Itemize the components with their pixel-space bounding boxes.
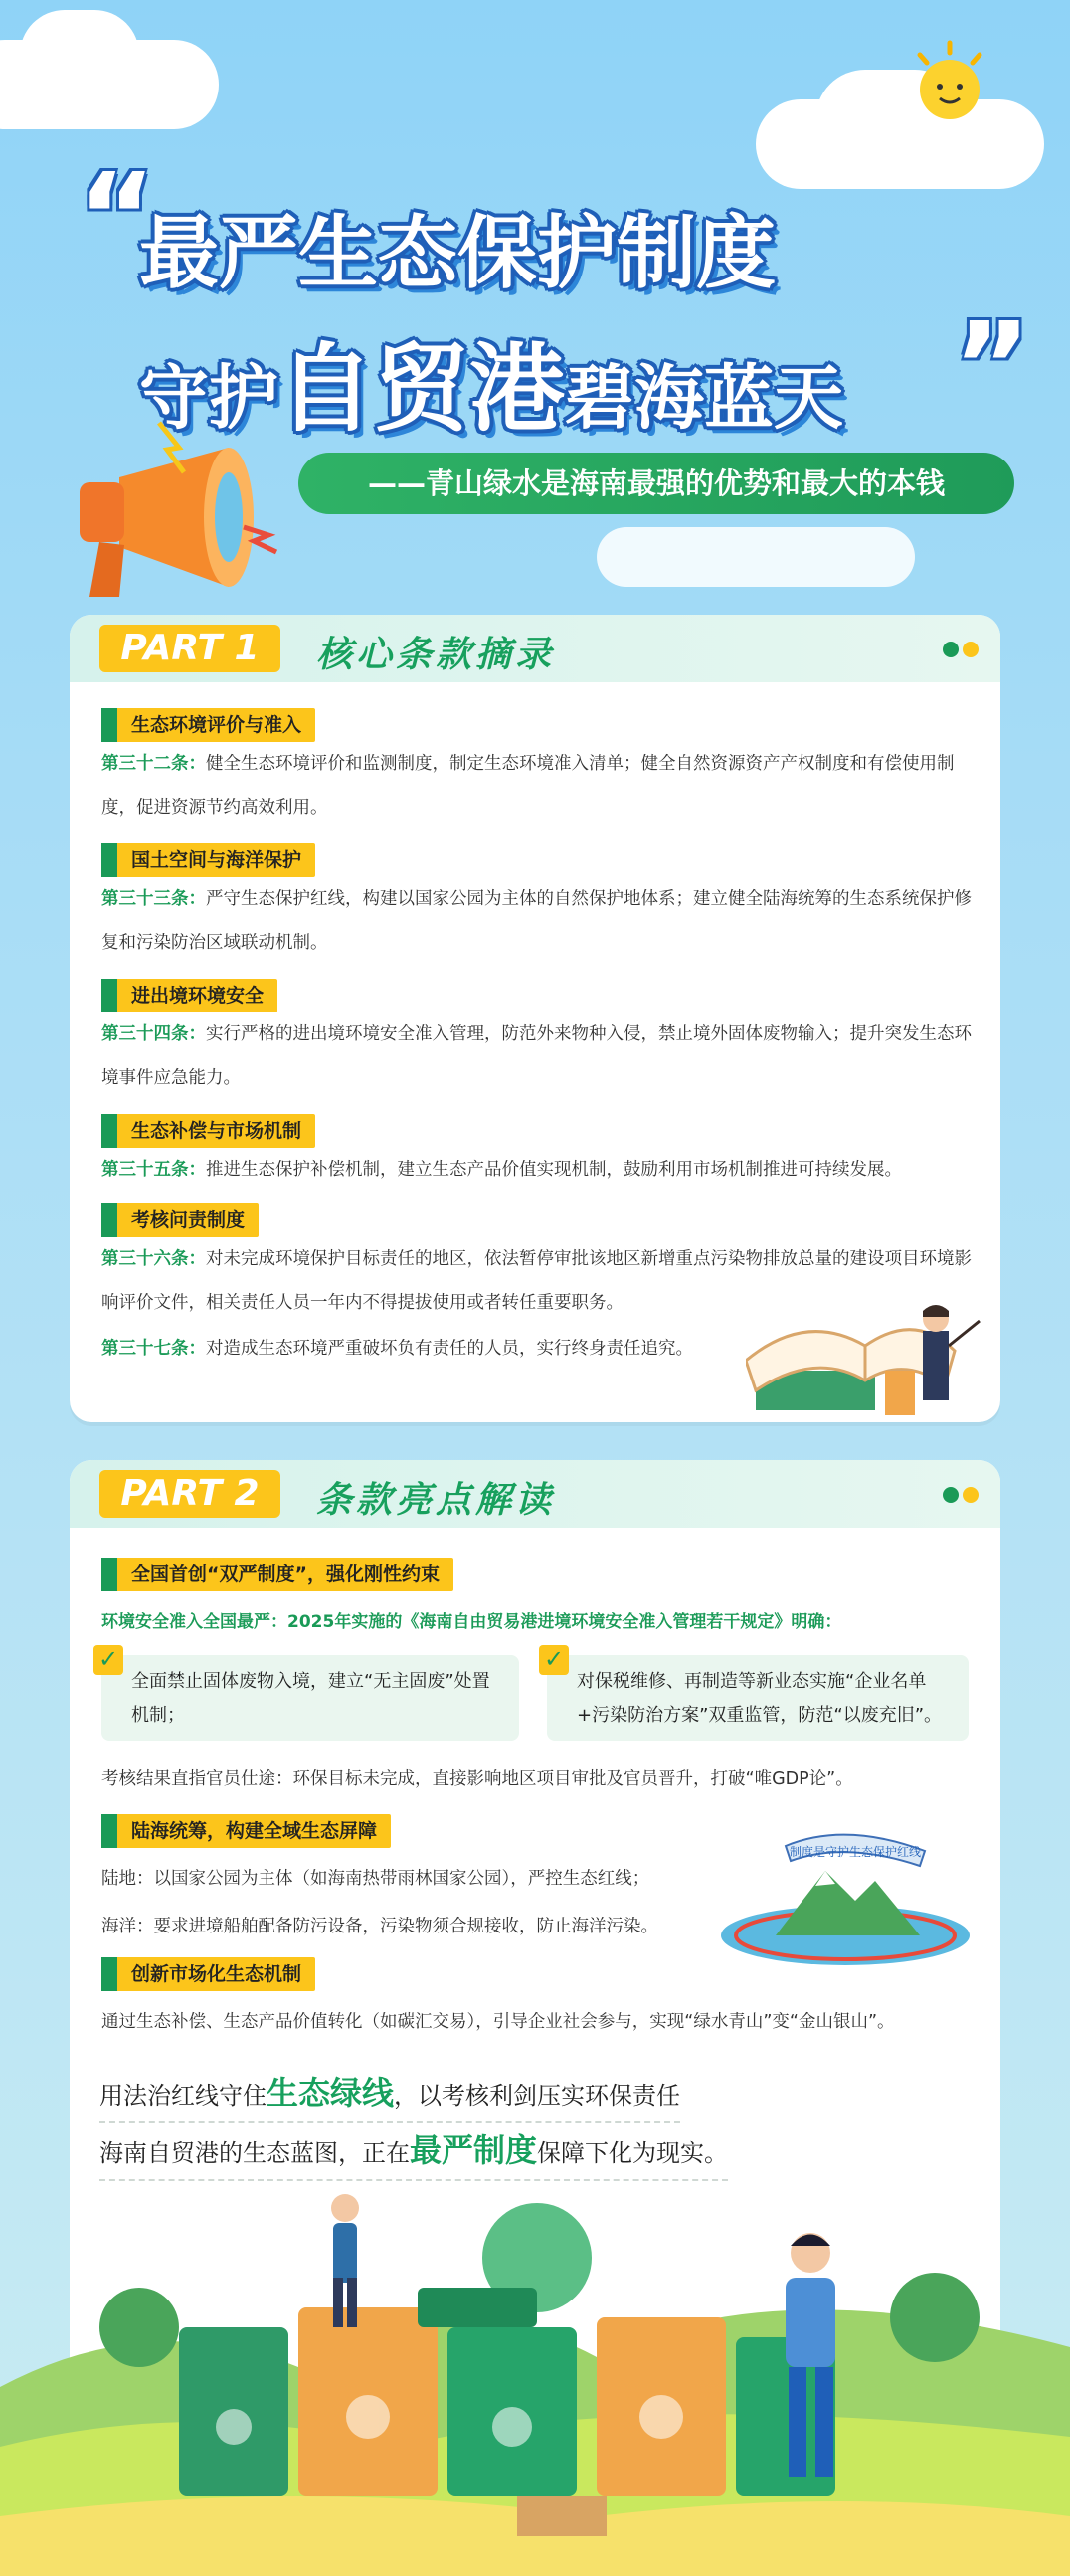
clause-text: 对未完成环境保护目标责任的地区，依法暂停审批该地区新增重点污染物排放总量的建设项目环境影响评价文件，相关责任人员一年内不得提拔使用或者转任重要职务。: [101, 1249, 972, 1313]
closing-text: 用法治红线守住: [99, 2082, 267, 2110]
megaphone-icon: [30, 418, 278, 617]
closing-text: 海南自贸港的生态蓝图，正在: [99, 2139, 410, 2167]
s2-land: 陆地：以国家公园为主体（如海南热带雨林国家公园），严控生态红线；: [101, 1869, 650, 1889]
closing-text: ，以考核利剑压实环保责任: [394, 2082, 681, 2110]
island-illustration: [716, 1826, 975, 1970]
clause-text: 健全生态环境评价和监测制度，制定生态环境准入清单；健全自然资源资产产权制度和有偿使用制度，促进资源节约高效利用。: [101, 754, 955, 818]
part1-header: [70, 615, 1000, 682]
closing-line-1: [99, 2071, 680, 2123]
clause-number: 第三十五条：: [101, 1160, 206, 1180]
tip-box-1: [97, 1645, 519, 1741]
title-line-1: 最严生态保护制度: [139, 207, 776, 299]
subtitle-banner: ——青山绿水是海南最强的优势和最大的本钱: [298, 453, 1014, 514]
teacher-book-illustration: [746, 1291, 984, 1420]
clause-text: 严守生态保护红线，构建以国家公园为主体的自然保护地体系；建立健全陆海统筹的生态系统保护修复和污染防治区域联动机制。: [101, 889, 972, 953]
clause-32: [101, 742, 977, 829]
title-part-b: 自贸港: [278, 333, 565, 445]
part2-title: 条款亮点解读: [316, 1480, 556, 1521]
part1-title: 核心条款摘录: [316, 635, 556, 675]
illustration-label: 制度是守护生态保护红线: [789, 1845, 922, 1859]
close-quote: ”: [953, 298, 1031, 437]
clause-text: 实行严格的进出境环境安全准入管理，防范外来物种入侵，禁止境外固体废物输入；提升突发生态环境事件应急能力。: [101, 1024, 972, 1088]
check-icon: ✓: [93, 1645, 123, 1675]
decor-dots: [939, 642, 979, 661]
open-quote: “: [78, 149, 156, 287]
clause-number: 第三十六条：: [101, 1249, 206, 1269]
clause-33: [101, 877, 977, 965]
s1-note: 考核结果直指官员仕途：环保目标未完成，直接影响地区项目审批及官员晋升，打破“唯GDP论”。: [101, 1769, 853, 1789]
cloud: [20, 10, 139, 99]
yellow-dot: [963, 1487, 979, 1503]
s3-text: 通过生态补偿、生态产品价值转化（如碳汇交易），引导企业社会参与，实现“绿水青山”变“金山银山”。: [101, 2012, 895, 2032]
section-tag: 创新市场化生态机制: [101, 1957, 315, 1991]
part2-header: [70, 1460, 1000, 1528]
title-part-c: 碧海蓝天: [565, 357, 843, 439]
cloud: [597, 527, 915, 587]
closing-highlight: 最严制度: [410, 2131, 538, 2169]
s2-sea: 海洋：要求进境船舶配备防污设备，污染物须合规接收，防止海洋污染。: [101, 1917, 658, 1936]
check-icon: ✓: [539, 1645, 569, 1675]
closing-highlight: 生态绿线: [267, 2074, 395, 2112]
section-tag: 全国首创“双严制度”，强化刚性约束: [101, 1558, 453, 1591]
s1-lead: 环境安全准入全国最严：2025年实施的《海南自由贸易港进境环境安全准入管理若干规定》明确：: [101, 1612, 842, 1632]
clause-text: 对造成生态环境严重破坏负有责任的人员，实行终身责任追究。: [206, 1339, 693, 1359]
tip-box-2: [543, 1645, 969, 1741]
closing-text: 保障下化为现实。: [537, 2139, 729, 2167]
section-tag: 进出境环境安全: [101, 979, 277, 1012]
section-tag: 国土空间与海洋保护: [101, 843, 315, 877]
green-dot: [943, 1487, 959, 1503]
tip-text: 全面禁止固体废物入境，建立“无主固废”处置机制；: [131, 1671, 490, 1726]
green-dot: [943, 642, 959, 657]
part1-panel: [70, 615, 1000, 1422]
sun-icon: [900, 35, 999, 134]
clause-34: [101, 1012, 977, 1100]
tip-text: 对保税维修、再制造等新业态实施“企业名单+污染防治方案”双重监管，防范“以废充旧”。: [577, 1671, 943, 1726]
recycling-scene-illustration: [0, 2128, 1070, 2576]
section-tag: 考核问责制度: [101, 1203, 259, 1237]
clause-text: 推进生态保护补偿机制，建立生态产品价值实现机制，鼓励利用市场机制推进可持续发展。: [206, 1160, 902, 1180]
section-tag: 生态环境评价与准入: [101, 708, 315, 742]
clause-number: 第三十二条：: [101, 754, 206, 774]
clause-37: [101, 1327, 718, 1371]
yellow-dot: [963, 642, 979, 657]
section-tag: 生态补偿与市场机制: [101, 1114, 315, 1148]
title-part-a: 守护: [139, 357, 278, 439]
part2-badge: PART 2: [99, 1470, 280, 1518]
clause-number: 第三十三条：: [101, 889, 206, 909]
part1-badge: PART 1: [99, 625, 280, 672]
clause-number: 第三十七条：: [101, 1339, 206, 1359]
section-tag: 陆海统筹，构建全域生态屏障: [101, 1814, 391, 1848]
decor-dots: [939, 1487, 979, 1507]
clause-number: 第三十四条：: [101, 1024, 206, 1044]
clause-35: [101, 1148, 977, 1192]
